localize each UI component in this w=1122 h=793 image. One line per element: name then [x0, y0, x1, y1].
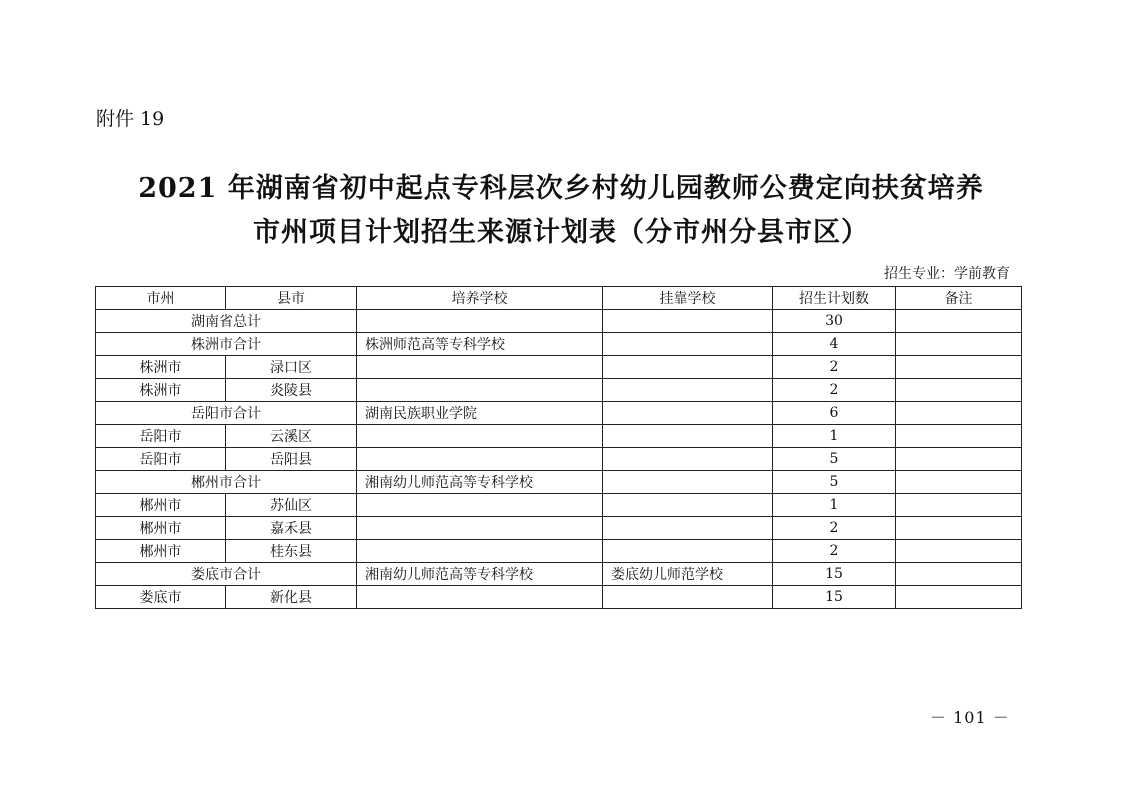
document-title-line2: 市州项目计划招生来源计划表（分市州分县市区）: [253, 217, 869, 248]
table-row: [96, 517, 1022, 540]
column-header-affiliated-school: 挂靠学校: [603, 287, 773, 310]
affiliated-school-cell: [603, 517, 773, 540]
affiliated-school-cell: [603, 425, 773, 448]
remarks-cell: [896, 448, 1022, 471]
column-header-county: 县市: [226, 287, 357, 310]
training-school-cell: [357, 540, 603, 563]
training-school-cell: [357, 586, 603, 609]
training-school-cell: [357, 379, 603, 402]
column-header-training-school: 培养学校: [357, 287, 603, 310]
table-row: [96, 356, 1022, 379]
county-cell: 云溪区: [226, 425, 357, 448]
city-cell: 岳阳市: [96, 448, 226, 471]
affiliated-school-cell: [603, 402, 773, 425]
training-school-cell: 株洲师范高等专科学校: [357, 333, 603, 356]
training-school-cell: [357, 310, 603, 333]
enrollment-count-cell: 1: [773, 494, 896, 517]
region-total-cell: 湖南省总计: [96, 310, 357, 333]
city-cell: 郴州市: [96, 540, 226, 563]
affiliated-school-cell: 娄底幼儿师范学校: [603, 563, 773, 586]
remarks-cell: [896, 563, 1022, 586]
table-row: [96, 425, 1022, 448]
enrollment-count-cell: 15: [773, 563, 896, 586]
county-cell: 苏仙区: [226, 494, 357, 517]
table-row: [96, 379, 1022, 402]
enrollment-plan-table: [95, 286, 1022, 609]
enrollment-count-cell: 6: [773, 402, 896, 425]
remarks-cell: [896, 310, 1022, 333]
city-cell: 株洲市: [96, 379, 226, 402]
enrollment-count-cell: 2: [773, 540, 896, 563]
region-total-cell: 娄底市合计: [96, 563, 357, 586]
remarks-cell: [896, 333, 1022, 356]
affiliated-school-cell: [603, 448, 773, 471]
enrollment-count-cell: 2: [773, 379, 896, 402]
training-school-cell: [357, 356, 603, 379]
enrollment-count-cell: 5: [773, 448, 896, 471]
training-school-cell: [357, 517, 603, 540]
city-cell: 郴州市: [96, 517, 226, 540]
training-school-cell: [357, 494, 603, 517]
column-header-city: 市州: [96, 287, 226, 310]
document-title-line1: 2021 年湖南省初中起点专科层次乡村幼儿园教师公费定向扶贫培养: [138, 173, 984, 204]
table-row: [96, 586, 1022, 609]
county-cell: 新化县: [226, 586, 357, 609]
training-school-cell: 湖南民族职业学院: [357, 402, 603, 425]
training-school-cell: [357, 425, 603, 448]
remarks-cell: [896, 540, 1022, 563]
city-cell: 娄底市: [96, 586, 226, 609]
table-row: [96, 494, 1022, 517]
affiliated-school-cell: [603, 356, 773, 379]
remarks-cell: [896, 379, 1022, 402]
city-cell: 岳阳市: [96, 425, 226, 448]
enrollment-count-cell: 4: [773, 333, 896, 356]
remarks-cell: [896, 586, 1022, 609]
affiliated-school-cell: [603, 471, 773, 494]
affiliated-school-cell: [603, 494, 773, 517]
training-school-cell: 湘南幼儿师范高等专科学校: [357, 471, 603, 494]
enrollment-count-cell: 15: [773, 586, 896, 609]
remarks-cell: [896, 494, 1022, 517]
training-school-cell: 湘南幼儿师范高等专科学校: [357, 563, 603, 586]
attachment-label: 附件 19: [96, 108, 165, 130]
affiliated-school-cell: [603, 333, 773, 356]
remarks-cell: [896, 402, 1022, 425]
remarks-cell: [896, 425, 1022, 448]
affiliated-school-cell: [603, 379, 773, 402]
county-cell: 桂东县: [226, 540, 357, 563]
table-subtotal-row: [96, 333, 1022, 356]
county-cell: 嘉禾县: [226, 517, 357, 540]
page-number: － 101 －: [930, 708, 1010, 727]
enrollment-count-cell: 30: [773, 310, 896, 333]
city-cell: 郴州市: [96, 494, 226, 517]
table-header-row: [96, 287, 1022, 310]
enrollment-count-cell: 5: [773, 471, 896, 494]
table-subtotal-row: [96, 471, 1022, 494]
column-header-remarks: 备注: [896, 287, 1022, 310]
region-total-cell: 岳阳市合计: [96, 402, 357, 425]
table-row: [96, 540, 1022, 563]
enrollment-count-cell: 2: [773, 356, 896, 379]
remarks-cell: [896, 356, 1022, 379]
region-total-cell: 株洲市合计: [96, 333, 357, 356]
major-label: 招生专业：学前教育: [884, 266, 1010, 282]
column-header-enrollment-count: 招生计划数: [773, 287, 896, 310]
county-cell: 炎陵县: [226, 379, 357, 402]
city-cell: 株洲市: [96, 356, 226, 379]
county-cell: 渌口区: [226, 356, 357, 379]
table-subtotal-row: [96, 563, 1022, 586]
remarks-cell: [896, 471, 1022, 494]
remarks-cell: [896, 517, 1022, 540]
enrollment-count-cell: 2: [773, 517, 896, 540]
affiliated-school-cell: [603, 310, 773, 333]
training-school-cell: [357, 448, 603, 471]
enrollment-count-cell: 1: [773, 425, 896, 448]
table-body: [96, 310, 1022, 609]
table-subtotal-row: [96, 402, 1022, 425]
table-total-row: [96, 310, 1022, 333]
table-row: [96, 448, 1022, 471]
region-total-cell: 郴州市合计: [96, 471, 357, 494]
county-cell: 岳阳县: [226, 448, 357, 471]
affiliated-school-cell: [603, 540, 773, 563]
affiliated-school-cell: [603, 586, 773, 609]
